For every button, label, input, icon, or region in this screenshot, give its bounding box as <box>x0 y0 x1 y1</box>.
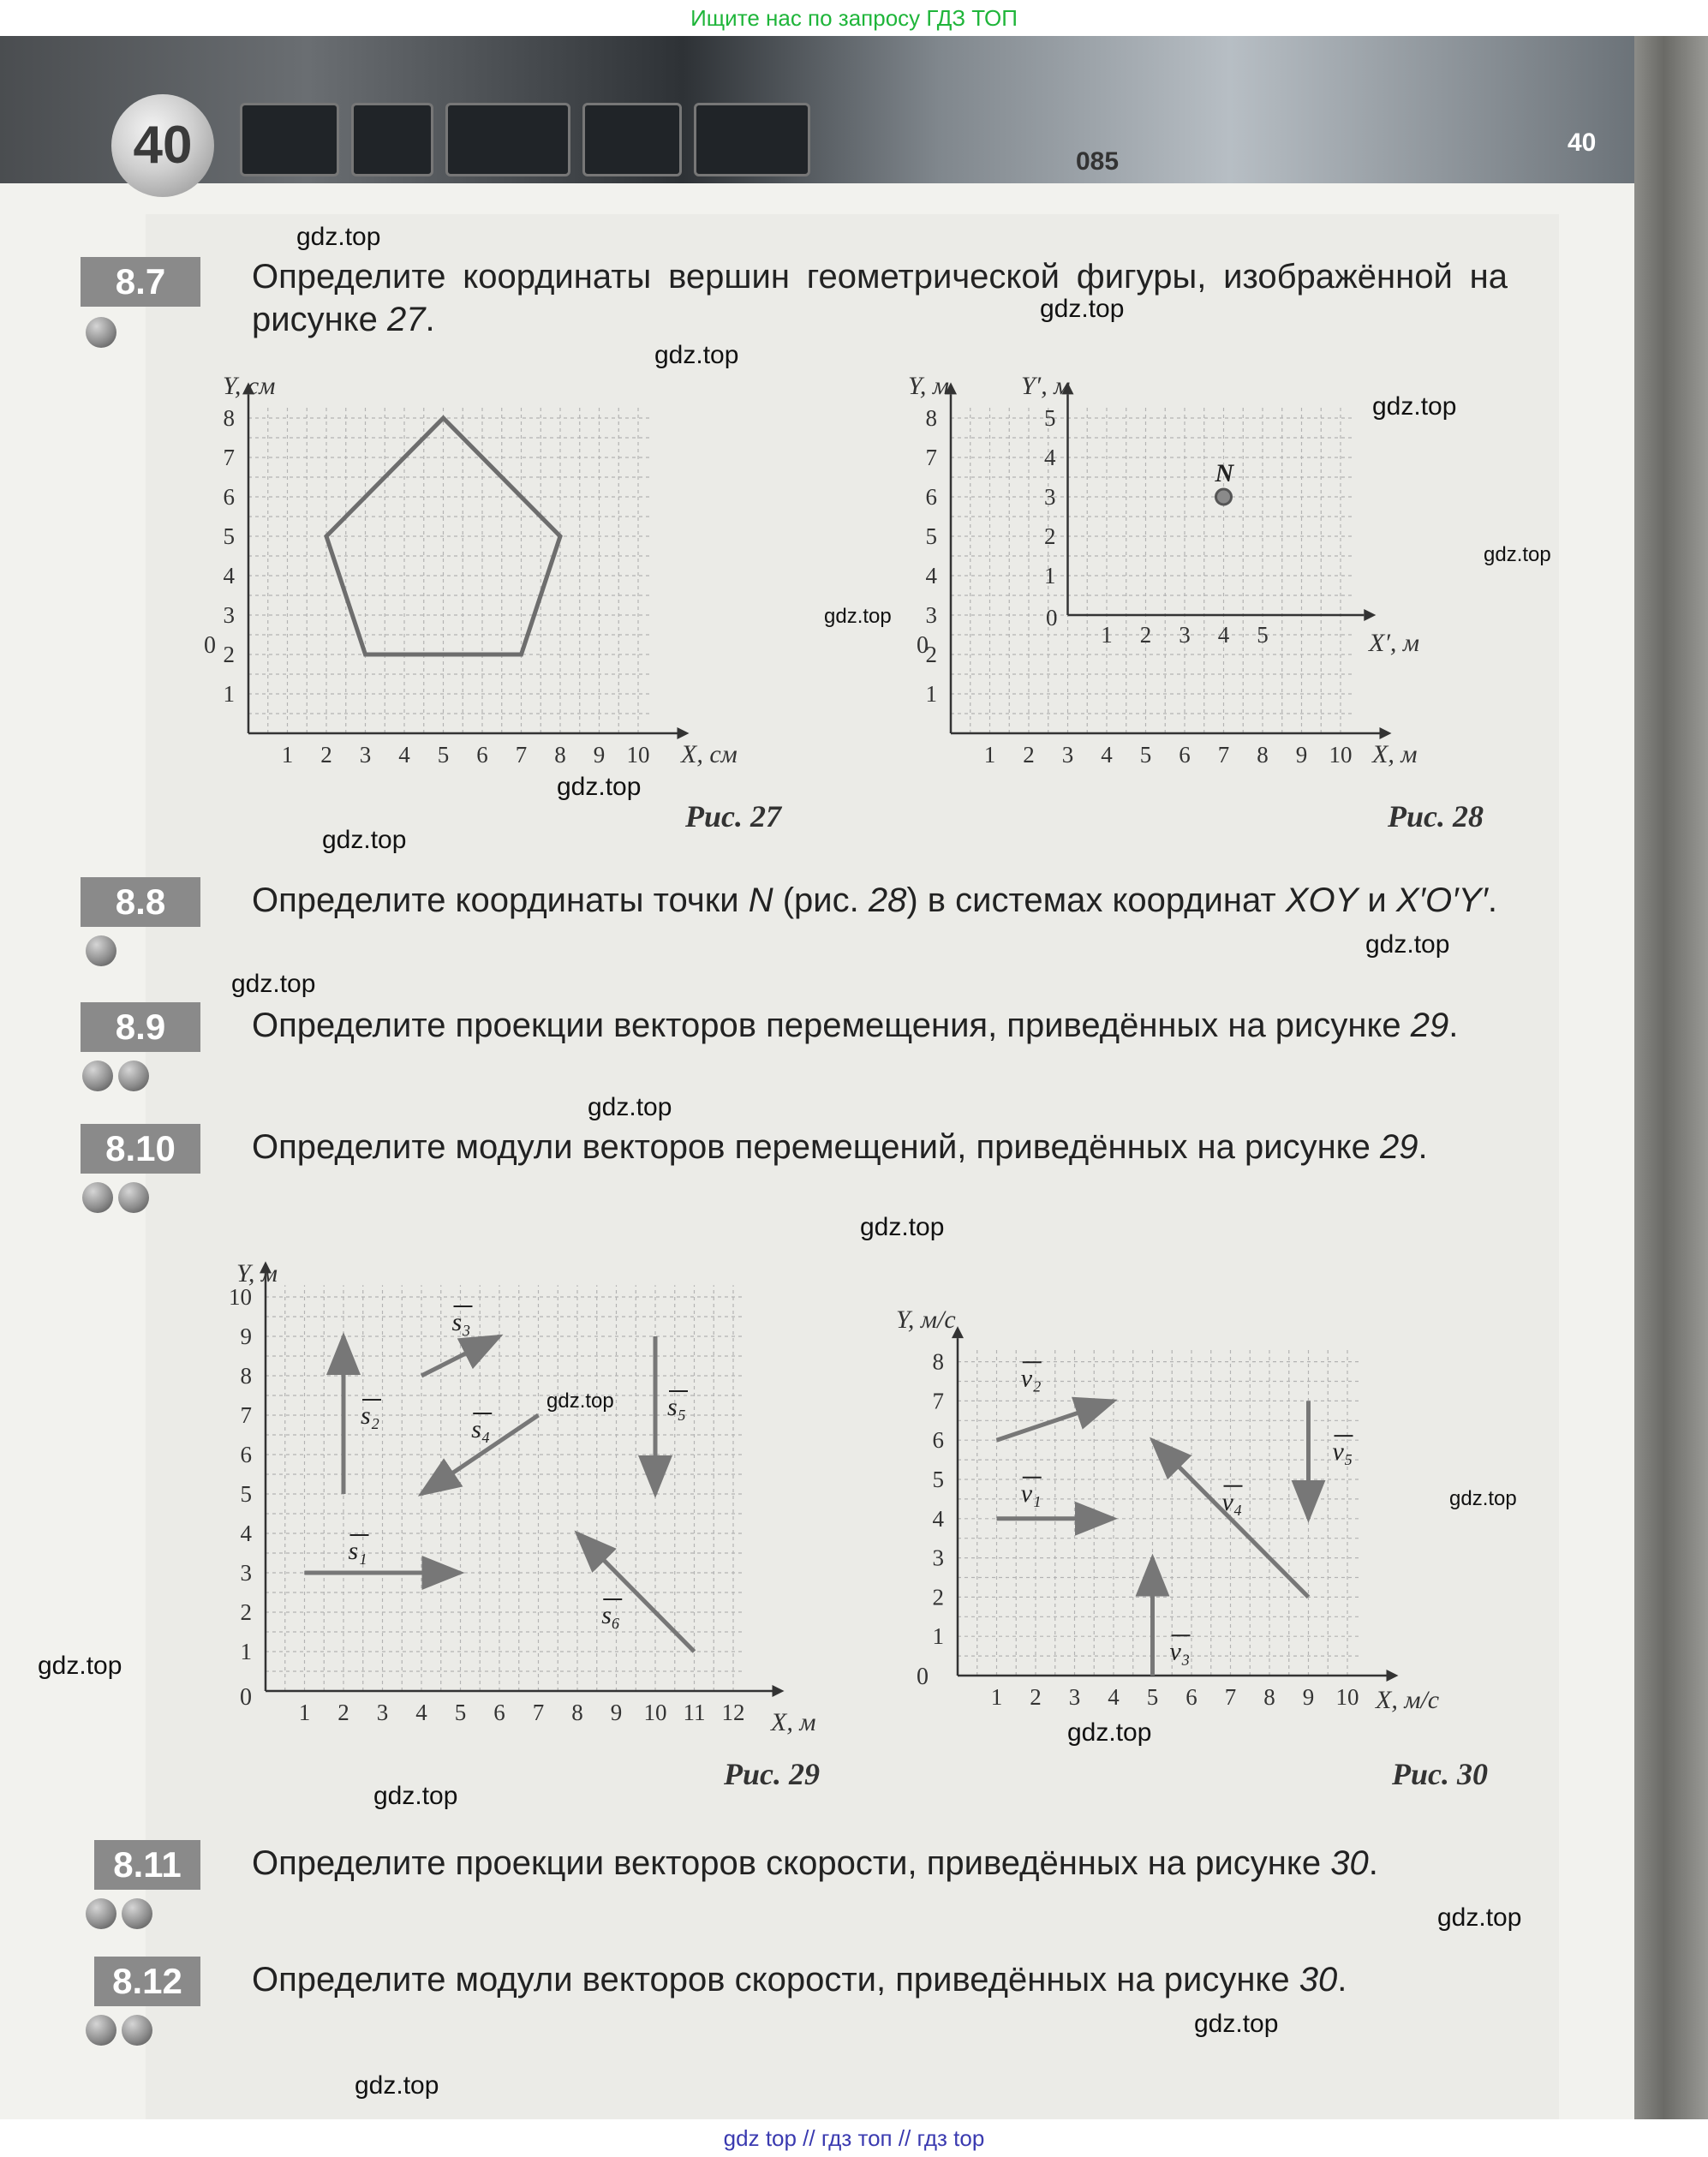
axes <box>242 382 690 739</box>
problem-text: Определите модули векторов перемещений, приведённых на рисунке 29. <box>252 1128 1428 1166</box>
x-tick-label: 3 <box>376 1700 389 1725</box>
x-tick-label: 4 <box>1108 1684 1120 1710</box>
bottom-note: gdz top // гдз топ // гдз top <box>0 2119 1708 2157</box>
problem-text: Определите проекции векторов перемещения, приведённых на рисунке 29. <box>252 1007 1459 1044</box>
difficulty-ball-icon <box>86 1898 116 1929</box>
x-tick-labels <box>282 742 650 768</box>
y-tick-label: 5 <box>932 1467 944 1492</box>
figure-caption: Рис. 28 <box>1388 799 1484 834</box>
page-number: 40 <box>111 94 214 197</box>
y-tick-label: 3 <box>925 602 937 628</box>
x-tick-label: 6 <box>493 1700 505 1725</box>
x-tick-label: 6 <box>1185 1684 1197 1710</box>
watermark: gdz.top <box>1372 392 1457 421</box>
problem-number-badge: 8.7 <box>81 257 200 307</box>
vector-label: v₅ <box>1332 1437 1353 1467</box>
figure-29 <box>223 1251 891 1748</box>
page-banner <box>0 36 1708 183</box>
grid <box>248 406 650 733</box>
vector-label: v₂ <box>1020 1364 1042 1393</box>
y-axis-label: Y, м <box>236 1259 278 1288</box>
x-tick-label: 1 <box>298 1700 311 1725</box>
watermark: gdz.top <box>1437 1903 1522 1932</box>
difficulty-ball-icon <box>122 1898 152 1929</box>
x-tick-label: 8 <box>1257 742 1269 768</box>
x-tick-label: 9 <box>610 1700 623 1725</box>
axes <box>945 382 1392 739</box>
problem-number-badge: 8.12 <box>94 1957 200 2006</box>
watermark: gdz.top <box>296 223 381 251</box>
y-tick-label: 3 <box>932 1545 944 1571</box>
difficulty-ball-icon <box>118 1061 149 1091</box>
origin-label: 0 <box>204 632 216 659</box>
x-tick-label: 5 <box>1139 742 1152 768</box>
watermark: gdz.top <box>355 2071 439 2100</box>
x-tick-label: 3 <box>1061 742 1074 768</box>
y-tick-label: 10 <box>229 1284 252 1310</box>
x-tick-label: 1 <box>983 742 996 768</box>
x-tick-label: 3 <box>359 742 372 768</box>
y-prime-axis-label: Y′, м <box>1021 372 1071 400</box>
vector-label: s₆ <box>601 1601 621 1629</box>
problem-number-badge: 8.10 <box>81 1124 200 1174</box>
vector-label: s₃ <box>451 1308 471 1336</box>
watermark: gdz.top <box>1449 1487 1517 1510</box>
x-tick-label: 2 <box>1030 1684 1042 1710</box>
y-axis-label: Y, см <box>223 372 276 400</box>
y-tick-label: 2 <box>925 642 937 667</box>
y-axis-label: Y, м/с <box>896 1306 956 1334</box>
watermark: gdz.top <box>231 970 316 998</box>
figure-27 <box>197 360 797 780</box>
difficulty-ball-icon <box>86 317 116 348</box>
y-tick-label: 7 <box>925 445 937 470</box>
x-axis-arrow <box>1380 727 1392 739</box>
y-tick-label: 2 <box>240 1599 252 1625</box>
x-tick-label: 9 <box>1302 1684 1315 1710</box>
vector-label: v₁ <box>1020 1479 1042 1508</box>
y-prime-tick-labels <box>1044 405 1056 589</box>
y-tick-labels <box>933 1349 945 1650</box>
figure-caption: Рис. 27 <box>685 799 781 834</box>
y-prime-tick-label: 5 <box>1044 405 1056 431</box>
x-tick-label: 3 <box>1068 1684 1081 1710</box>
y-tick-label: 6 <box>925 484 937 510</box>
watermark: gdz.top <box>588 1093 672 1121</box>
figure-caption: Рис. 29 <box>724 1757 820 1791</box>
y-tick-label: 2 <box>223 642 235 667</box>
vector-label: v₄ <box>1221 1487 1243 1516</box>
x-tick-label: 8 <box>1263 1684 1275 1710</box>
x-axis-arrow <box>773 1685 785 1697</box>
difficulty-ball-icon <box>86 935 116 966</box>
origin-label: 0 <box>917 1664 929 1690</box>
axes <box>952 1326 1399 1682</box>
x-tick-label: 10 <box>1329 742 1353 768</box>
x-tick-label: 4 <box>398 742 410 768</box>
x-tick-label: 7 <box>1224 1684 1237 1710</box>
problem-text: Определите координаты точки N (рис. 28) в системах координат XOY и X′O′Y′. <box>252 881 1497 919</box>
y-tick-label: 1 <box>223 681 235 707</box>
difficulty-ball-icon <box>118 1182 149 1213</box>
x-tick-label: 1 <box>990 1684 1003 1710</box>
y-tick-labels <box>224 405 236 707</box>
watermark: gdz.top <box>546 1389 614 1413</box>
y-prime-tick-label: 4 <box>1044 445 1056 470</box>
y-prime-tick-label: 1 <box>1044 563 1056 589</box>
difficulty-ball-icon <box>122 2015 152 2046</box>
y-tick-label: 5 <box>925 523 937 549</box>
x-prime-axis-arrow <box>1364 609 1376 621</box>
origin-label: 0 <box>917 632 929 659</box>
x-prime-tick-label: 4 <box>1217 622 1230 648</box>
vector-label: s₄ <box>471 1415 491 1443</box>
watermark: gdz.top <box>322 826 407 854</box>
y-tick-label: 7 <box>932 1388 944 1414</box>
y-tick-label: 1 <box>925 681 937 707</box>
x-axis-label: X, м <box>771 1708 816 1736</box>
vector-label: v₃ <box>1169 1637 1191 1666</box>
vector-arrow <box>1153 1440 1309 1597</box>
watermark: gdz.top <box>654 341 739 369</box>
point-n-label: N <box>1215 459 1234 487</box>
y-tick-label: 4 <box>932 1505 944 1532</box>
y-tick-label: 5 <box>223 523 235 549</box>
secondary-axes <box>1046 382 1376 630</box>
y-tick-label: 4 <box>240 1521 252 1546</box>
problem-number-badge: 8.11 <box>94 1840 200 1890</box>
y-tick-label: 8 <box>223 405 235 431</box>
x-tick-label: 7 <box>532 1700 545 1725</box>
vector-label: s₅ <box>667 1393 687 1421</box>
problem-number-badge: 8.8 <box>81 877 200 927</box>
y-prime-tick-label: 2 <box>1044 523 1056 549</box>
y-tick-label: 8 <box>240 1363 252 1389</box>
difficulty-ball-icon <box>82 1182 113 1213</box>
watermark: gdz.top <box>38 1652 122 1680</box>
x-axis-label: X, см <box>681 740 738 768</box>
x-tick-label: 2 <box>1023 742 1035 768</box>
y-tick-labels <box>229 1284 253 1664</box>
y-tick-label: 7 <box>223 445 235 470</box>
problem-text: Определите проекции векторов скорости, приведённых на рисунке 30. <box>252 1844 1378 1882</box>
cockpit-gauge-image <box>445 103 570 176</box>
watermark: gdz.top <box>373 1782 458 1810</box>
x-tick-label: 9 <box>593 742 606 768</box>
x-tick-label: 5 <box>454 1700 467 1725</box>
point-n-marker <box>1216 489 1232 505</box>
x-tick-label: 8 <box>571 1700 583 1725</box>
x-tick-label: 5 <box>437 742 450 768</box>
x-axis-arrow <box>1387 1670 1399 1682</box>
watermark: gdz.top <box>1365 930 1450 959</box>
x-tick-label: 7 <box>1217 742 1230 768</box>
origin-label: 0 <box>240 1684 252 1711</box>
x-tick-label: 8 <box>554 742 566 768</box>
y-tick-label: 2 <box>932 1584 944 1610</box>
watermark: gdz.top <box>1040 295 1125 323</box>
x-tick-label: 7 <box>515 742 528 768</box>
y-tick-label: 9 <box>240 1323 252 1349</box>
next-page-edge <box>1634 36 1708 2119</box>
x-tick-label: 5 <box>1146 1684 1159 1710</box>
x-axis-label: X, м/с <box>1376 1686 1440 1714</box>
y-tick-label: 6 <box>240 1442 252 1467</box>
x-axis-label: X, м <box>1372 740 1418 768</box>
y-tick-label: 3 <box>223 602 235 628</box>
watermark: gdz.top <box>557 773 642 801</box>
problem-text: Определите координаты вершин геометрической фигуры, изображённой на рисунке 27. <box>252 258 1508 338</box>
watermark: gdz.top <box>860 1213 945 1241</box>
vectors <box>997 1362 1353 1676</box>
problem-number-badge: 8.9 <box>81 1002 200 1052</box>
x-tick-label: 10 <box>1335 1684 1359 1710</box>
x-axis-arrow <box>678 727 690 739</box>
y-tick-label: 6 <box>932 1427 944 1454</box>
x-prime-tick-label: 3 <box>1179 622 1191 648</box>
watermark: gdz.top <box>1067 1718 1152 1747</box>
cockpit-gauge-image <box>694 103 810 176</box>
y-tick-label: 1 <box>240 1639 252 1664</box>
x-tick-label: 9 <box>1295 742 1308 768</box>
x-tick-label: 6 <box>476 742 488 768</box>
x-tick-label: 10 <box>643 1700 667 1725</box>
x-tick-label: 2 <box>337 1700 349 1725</box>
watermark: gdz.top <box>824 605 892 628</box>
x-tick-labels <box>299 1700 745 1725</box>
y-tick-label: 3 <box>240 1560 252 1586</box>
vector-label: s₁ <box>348 1537 367 1565</box>
x-tick-label: 12 <box>721 1700 745 1725</box>
x-tick-label: 1 <box>281 742 294 768</box>
origin-prime-label: 0 <box>1046 605 1058 630</box>
grid <box>951 406 1353 733</box>
x-tick-label: 4 <box>1101 742 1113 768</box>
y-tick-label: 8 <box>932 1348 944 1375</box>
x-prime-tick-label: 2 <box>1139 622 1152 648</box>
watermark: gdz.top <box>1194 2010 1279 2038</box>
x-prime-tick-label: 5 <box>1257 622 1269 648</box>
top-note: Ищите нас по запросу ГДЗ ТОП <box>0 0 1708 36</box>
grid <box>958 1350 1359 1676</box>
x-tick-label: 2 <box>320 742 332 768</box>
y-tick-label: 6 <box>223 484 235 510</box>
cockpit-gauge-image <box>582 103 682 176</box>
y-tick-label: 4 <box>925 563 937 589</box>
vector-label: s₂ <box>361 1401 380 1430</box>
figure-28 <box>891 360 1525 780</box>
y-tick-label: 5 <box>240 1481 252 1507</box>
figure-30 <box>891 1285 1525 1748</box>
x-tick-label: 11 <box>683 1700 706 1725</box>
y-tick-labels <box>926 405 938 707</box>
problem-text: Определите модули векторов скорости, приведённых на рисунке 30. <box>252 1961 1347 1999</box>
watermark: gdz.top <box>1484 543 1551 566</box>
y-tick-label: 7 <box>240 1402 252 1428</box>
x-tick-label: 4 <box>415 1700 427 1725</box>
y-prime-tick-label: 3 <box>1044 484 1056 510</box>
y-axis-label: Y, м <box>908 372 950 400</box>
x-prime-tick-label: 1 <box>1101 622 1113 648</box>
x-tick-labels <box>991 1684 1359 1710</box>
x-tick-label: 6 <box>1179 742 1191 768</box>
x-tick-labels <box>984 742 1353 768</box>
figure-caption: Рис. 30 <box>1392 1757 1488 1791</box>
difficulty-ball-icon <box>86 2015 116 2046</box>
x-prime-axis-label: X′, м <box>1369 629 1420 657</box>
difficulty-ball-icon <box>82 1061 113 1091</box>
cockpit-gauge-image <box>240 103 339 176</box>
cockpit-gauge-image <box>351 103 433 176</box>
y-tick-label: 8 <box>925 405 937 431</box>
x-tick-label: 10 <box>626 742 650 768</box>
banner-plane-label: 085 <box>1076 147 1120 176</box>
y-tick-label: 4 <box>223 563 235 589</box>
banner-gauge-label: 40 <box>1568 128 1597 157</box>
y-tick-label: 1 <box>932 1623 944 1650</box>
